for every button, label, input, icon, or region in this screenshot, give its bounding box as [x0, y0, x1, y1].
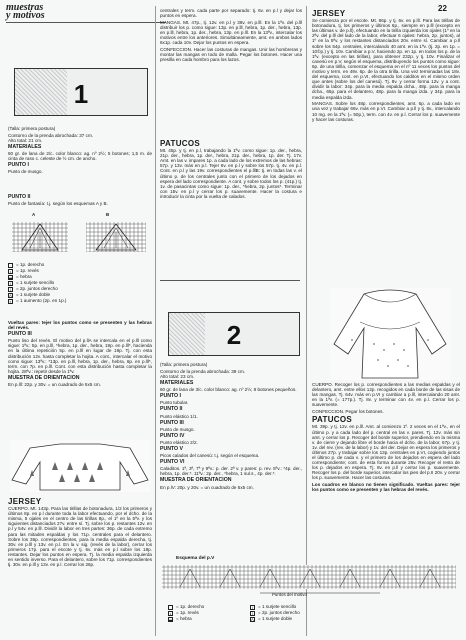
legend-symbol: Λ [9, 292, 12, 298]
section-1-body [8, 320, 152, 440]
legend-symbol [168, 605, 173, 610]
punto-i-text: Punto de musgo. [8, 169, 43, 175]
punto-i-heading: PUNTO I [8, 162, 29, 169]
knitting-charts-a-b [10, 220, 150, 256]
jersey-heading: JERSEY [312, 9, 346, 18]
muestra-text: En p.lll: 22p. y 30v. = un cuadrado de 5x5 cm. [8, 382, 101, 388]
legend-text: = 1 aumento (2p. en 1p.) [16, 298, 67, 303]
legend-text: = 1p. derecho [176, 604, 205, 609]
punto-ii-text: Punto de fantasía: t.j. según los esquemas A y B. [8, 201, 108, 207]
sweater-2-diagram [330, 288, 450, 380]
column-3-jersey [312, 8, 460, 286]
punto-iii-heading: PUNTO III [8, 331, 32, 338]
chart-a-label: A [32, 212, 36, 217]
alto-total: Alto total: 21 cm. [8, 137, 43, 143]
esquema-motif-label: Puntos del motivo [272, 592, 307, 597]
legend-text: = 2p. juntos derecho [16, 286, 58, 291]
column-2-patucos [160, 138, 302, 280]
legend-row [168, 616, 248, 622]
legend-symbol: \ [9, 286, 12, 292]
section-1-legend [8, 262, 148, 304]
talla: (Talla: primera postura) [160, 362, 208, 367]
alto-total: Alto total: 23 cm. [160, 373, 195, 379]
punto-ii-text: Punto elástico 1/1. [160, 413, 198, 419]
mangas-text: MANGAS. Mt. 47p., tj. 12v. en p.l y 38v. en p.lll. En la 1ªv. del p.lll distribuir los p. como sigue: 13p. en p.lll, hebra, 1p. der., hebra, 13p. en p.lll, hebra, 1p. der., hebra, 13p. en p.lll. En la 13ªv., intercalar los motivos entre los anteriores. Simultáneamente, amt. en ambos lados 6x1p. cada 10v. Dejar los puntos en espera. [160, 19, 302, 46]
cuerpo-text: CUERPO. Recoger los p. correspondientes a las medias espaldas y el delantero, amt. entre ellos 12p. recogidos en cada borde de las sisas de las mangas. Tj. 64v. más en p.VI y cambiar a p.lll, intercalando 20 amt. en la 1ªv. (= 177p.). Tj. 8v. y terminar con 4v. en p.l. Cerrar los p. suavemente. [312, 382, 460, 408]
patucos-heading: PATUCOS [160, 139, 201, 148]
section-2-number-box [168, 312, 300, 356]
legend-symbol: Λ [251, 616, 254, 622]
punto-v-text: Picos calados del canesú: t.j. según el esquema. [160, 453, 260, 459]
jersey-text: Se comienza por el escote. Mt. 86p. y tj. 6v. en p.lll. Para las tirillas de botonadura, tj. los primeros y últimos 6p., siempre en p.lll (excepto en las últimas v. de p.ll), efectuando en la tirilla izquierda los ojales (1º en la 2ªv. del p.lll del lado de la labor, efectuar 6 ojales: hebra, 2p. juntos), al 1º en la 5ªv. y los restantes distanciados 20v. entre sí. Cambiar a p.ll sobre los 54p. centrales, intercalando 40 amt. en la 1ªv. (tj. 2p. en 1p. = 10©p.) y tj. 10v. Cambiar a p.V, haciendo 2p. en 1p. en todos los p. de la 1ªv. (excepto en las tirillas), para obtener 232p. y tj. 10v. Finalizar el canesú en p.V, según el esquema, distribuyendo los puntos como sigue: 6p. de una tirilla, comenzar el esquema en el nº 11 veces los puntos del motivo y term. en 49v. 6p. de la otra tirilla. Una vez terminadas las 18v. del esquema, cont. en p.VI, efectuando los calditos en el mismo orden que antes (sobre los del canesú). Tj. 8v. y cerrar forma 12v. y a cont. dividir la labor: 34p. para la media espalda dcha., 48p. para la manga dcha., 65p. para el delantero, 48p. para la manga izda. y 34p. para la media espalda izda. [312, 18, 460, 100]
punto-iii-text: Punto liso del revés. El motivo del p.llA se intercala en el p.lll como sigue: 1ªv.: 5p. en p.lll, *hebra, 1p. der., hebra, 19p. en p.lll*, hacienda en la última repetición 5p. en p.lll en lugar de 19p. Tj. con esta distribución 12v. hasta completar la hojita. A cont., intercalar el motivo como sigue: 13ªv.: *13p. en p.lll, hebra, 1p. der., hebra, 6p. en p.lll*, term. con 7p. en p.lll. Cont. con esta distribución hasta completar la hojita. 28ªv.: repetir desde la 1ªv. [8, 338, 152, 374]
section-1-number-box [14, 68, 148, 116]
legend-symbol: ▬ [169, 616, 173, 622]
legend-text: = 1 surjete doble [258, 616, 293, 621]
column-divider-2 [306, 6, 307, 636]
chart-b-label: B [106, 212, 110, 217]
materiales-heading: MATERIALES [8, 144, 42, 151]
punto-v-heading: PUNTO V [160, 446, 183, 453]
jersey-text: CUERPO. Mt. 143p. Para las tirillas de botonadura, 1/2 los primeros y últimos 8p. en p.l durante toda la labor efectuando, por el dcho. de la misma, 5 ojales en el centro de las tirillas 8p., el 1º en la 5ªv. y los siguientes distanciados 27v. entre sí. Tj. sobre los p. restantes 12v. en p.l y 54v. en p.lll. Dividir la labor en tres partes: 36p. de cada extremo para las mitades espaldas y los 71p. centrales para el delantero. Sobre los 36p. correspondientes, para la media espalda derecha, tj. 30v. en p.lll y 13v. en p.l. En la v. sig. (revés de la labor), cerrar los primeros 17p. para el escote y tj. 6v. más en p.l sobre los 19p. restantes. Dejar los puntos en espera. Tj. la media espalda izquierda en sentido inverso. Para el delantero, sobre los 71p. correspondientes tj. 30v. en p.lll y 13v. en p.l. Cerrar los 26p. [8, 506, 152, 568]
legend-text: = 1 surjete doble [16, 292, 51, 297]
punto-vi-heading: PUNTO VI [160, 459, 185, 466]
legend-symbol: \ [251, 610, 254, 616]
punto-i-heading: PUNTO I [160, 393, 181, 400]
legend-symbol: ▪ [9, 298, 12, 304]
punto-iii-text: Punto de musgo. [160, 426, 195, 432]
legend-text: = 1p. revés [16, 268, 39, 273]
legend-symbol: ▬ [9, 274, 13, 280]
section-2-legend-left [168, 604, 248, 622]
brand-line1: muestras [6, 2, 44, 13]
section-divider [160, 280, 300, 281]
legend-symbol: / [9, 280, 12, 286]
patucos-text: Mt. 45p. y tj. en p.l, trabajando la 1ªv. como sigue: 1p. der., hebra, 21p. der., hebra, 1p. der., hebra, 21p. der., hebra, 1p. der. Tj. 17v. Amt. en las v. impares 1p. a cada lado de los extremos de las hebras: 57p. y 13v. más en p.l. Tejer 6v. en p.l y sobre los 57p. tj. 4v. en p.l. Cont. en p.l y las 19v. correspondientes el p.lllB: tj. en todas las v. el último p. de los centrales junto con el primero de los dejados en espera del lado correspondiente. A cont. y sobre todos los p. (41p.) tj. 1v. de pasacintas como sigue: 1p. der., *hebra, 2p. juntos*. Terminar con 15v. en p.l y cerrar los p. suavemente. Hacer la costura e introducir la cinta por la vuelta de calados. [160, 148, 302, 199]
muestra-heading: MUESTRA DE ORIENTACION [160, 477, 232, 484]
column-2-intro: centrales y term. cada parte por separado: tj. 6v. en p.l y dejar los puntos en espera. [160, 8, 302, 19]
punto-iv-heading: PUNTO IV [160, 432, 185, 439]
mangas-text: MANGAS. Sobre los 48p. correspondientes, amt. 6p. a cada lado en una vez y trabajar 66v. más en p.VI. Cambiar a p.ll y tj. 8v., intercalando 10 mg. en la 1ªv. (= 50p.), term. con 4v. en p.l. Cerrar los p. suavemente y hacer las costuras. [312, 101, 460, 122]
legend-symbol: • [169, 610, 172, 616]
confeccion-text: CONFECCION. Pegar los botones. [312, 409, 384, 415]
materiales-heading: MATERIALES [160, 380, 194, 387]
page-number: 22 [438, 4, 447, 13]
materiales-text: 60 gr. de lana de 2/c. color blanco: ag. nº 2½; 5 botones; 1,5 m. de cinta de raso c. celeste de ½ cm. de ancho. [8, 151, 152, 162]
legend-symbol [8, 263, 13, 268]
punto-ii-heading: PUNTO II [8, 194, 31, 200]
legend-symbol: • [9, 268, 12, 274]
footnote: Los cuadros en blanco no tienen significado. Vueltas pares: tejer los puntos como se presenten y las hebras del revés. [312, 482, 460, 493]
section-number: 1 [73, 79, 89, 109]
punto-i-text: Punto tubular. [160, 400, 189, 406]
sweater-1-diagram [10, 440, 150, 492]
section-2-specs [160, 362, 302, 562]
punto-ii-heading: PUNTO II [160, 406, 183, 413]
jersey-heading: JERSEY [8, 497, 42, 506]
column-divider-1 [155, 6, 156, 636]
column-3-bottom [312, 382, 460, 640]
muestra-text: En p.lV: 20p. y 20v. = un cuadrado de 5x5 cm. [160, 484, 254, 490]
confeccion-text: CONFECCION. Hacer las costuras de mangas. Unir las hombreras y montar las mangas en todo de malla. Pegar los botones. Hacer una presilla en cada hombro para los lazos. [160, 47, 302, 63]
legend-text: = 2p. juntos derecho [258, 610, 300, 615]
header-rule [6, 22, 166, 23]
section-1-specs [8, 126, 152, 192]
legend-text: = 1p. revés [176, 610, 199, 615]
column-2-top [160, 8, 302, 138]
esquema-caption: Esquema del p.V [176, 556, 215, 561]
punto-vi-text: Caladitos. 1ª, 3ª, 7ª y 9ªv.: p. der. 2ª v. y pares: p. rev. 5ªv.: *4p. der., hebra, 1p. der.*. 11ªv.: 2p. der., *hebra, 1 sul.s., 4p. der.*. [160, 466, 302, 477]
legend-text: = hebra [16, 274, 32, 279]
talla: (Talla: primera postura) [8, 126, 56, 131]
section-number: 2 [226, 320, 242, 350]
legend-text: = 1 surjete sencillo [258, 604, 297, 609]
legend-row [8, 298, 148, 304]
brand-logo [6, 4, 45, 20]
legend-text: = 1p. derecho [16, 262, 45, 267]
punto-iv-text: Punto elástico 2/2. [160, 439, 198, 445]
patucos-heading: PATUCOS [312, 415, 353, 425]
brand-line2: y motivos [6, 10, 45, 21]
section-1-jersey [8, 496, 152, 636]
punto-iii-heading: PUNTO III [160, 419, 184, 426]
contorno: Contorno de la prenda abrochada: 39 cm. [160, 368, 246, 374]
materiales-text: 60 gr. de lana de 3/c. color blanco: ag. nº 2½; 8 botones pequeños. [160, 387, 297, 393]
section-1-punto-ii [8, 193, 152, 215]
patucos-text: Mt. 39p. y tj. 12v. en p.lll. Amt. al comienzo 1º. 2 veces en el 1ªv., en el último p. y a cada lado del p. central en las v. pares. Tj. 12v. más sin amt. y cerrar los p. Recoger del borde superior, prendiendo en la misma v. de cierre y dejando libre el borde hacia el dcho. de la labor, 67p. y tj. 1v. del rev. (rev. de la labor) y 1v. del der. Dejar en espera los primeros y últimos 27p. y trabajar sobre los 13p. centrales en p.VI, cogiendo juntos el último p. de cada v. y el primero de los dejados en espera del lado correspondiente; cont. de esta forma durante 25v. Recoger el resto de los p. dejados en espera. Tj. 8v. en p.ll y cerrar los p. suavemente. Recoger los p. del borde superior, intercalar los pies del p.II 20v. y cerrar los p. suavemente. Hacer las costuras. [312, 424, 460, 481]
contorno: Contorno de la prenda abrochada: 37 cm. [8, 132, 94, 138]
legend-text: = 1 surjete sencillo [16, 280, 55, 285]
muestra-heading: MUESTRA DE ORIENTACION [8, 374, 80, 381]
legend-symbol: / [251, 604, 254, 610]
vueltas-note: Vueltas pares: tejer los puntos como se presenten y las hebras del revés. [8, 320, 152, 331]
legend-text: = hebra [176, 616, 192, 621]
